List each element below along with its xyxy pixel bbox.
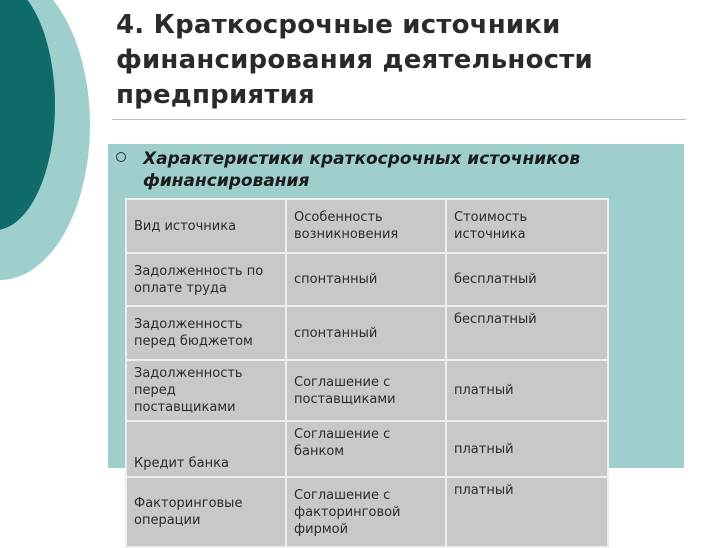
header-cell-source-type: Вид источника xyxy=(126,199,286,253)
header-cell-cost: Стоимость источника xyxy=(446,199,608,253)
section-subtitle: Характеристики краткосрочных источников финансирования xyxy=(143,149,581,191)
table-cell: спонтанный xyxy=(286,306,446,360)
table-row xyxy=(126,477,608,547)
sources-table xyxy=(125,198,609,548)
title-divider xyxy=(112,119,686,120)
table-cell: Факторинговые операции xyxy=(126,477,286,547)
table-cell: бесплатный xyxy=(446,306,608,360)
table-cell: платный xyxy=(446,360,608,421)
table-cell: Соглашение с поставщиками xyxy=(286,360,446,421)
table-cell: Соглашение с факторинговой фирмой xyxy=(286,477,446,547)
table-cell: Кредит банка xyxy=(126,421,286,477)
hollow-circle-bullet-icon xyxy=(116,152,126,162)
table-cell: Задолженность перед поставщиками xyxy=(126,360,286,421)
table-header-row xyxy=(126,199,608,253)
header-cell-origin: Особенность возникновения xyxy=(286,199,446,253)
table-cell: платный xyxy=(446,477,608,547)
table-cell: Соглашение с банком xyxy=(286,421,446,477)
table-row xyxy=(126,421,608,477)
table-row xyxy=(126,360,608,421)
table-row xyxy=(126,306,608,360)
table-cell: спонтанный xyxy=(286,253,446,306)
slide-title: 4. Краткосрочные источники финансирования деятельности предприятия xyxy=(116,10,593,110)
table-cell: бесплатный xyxy=(446,253,608,306)
table-cell: Задолженность по оплате труда xyxy=(126,253,286,306)
table-cell: Задолженность перед бюджетом xyxy=(126,306,286,360)
table-row xyxy=(126,253,608,306)
table-cell: платный xyxy=(446,421,608,477)
